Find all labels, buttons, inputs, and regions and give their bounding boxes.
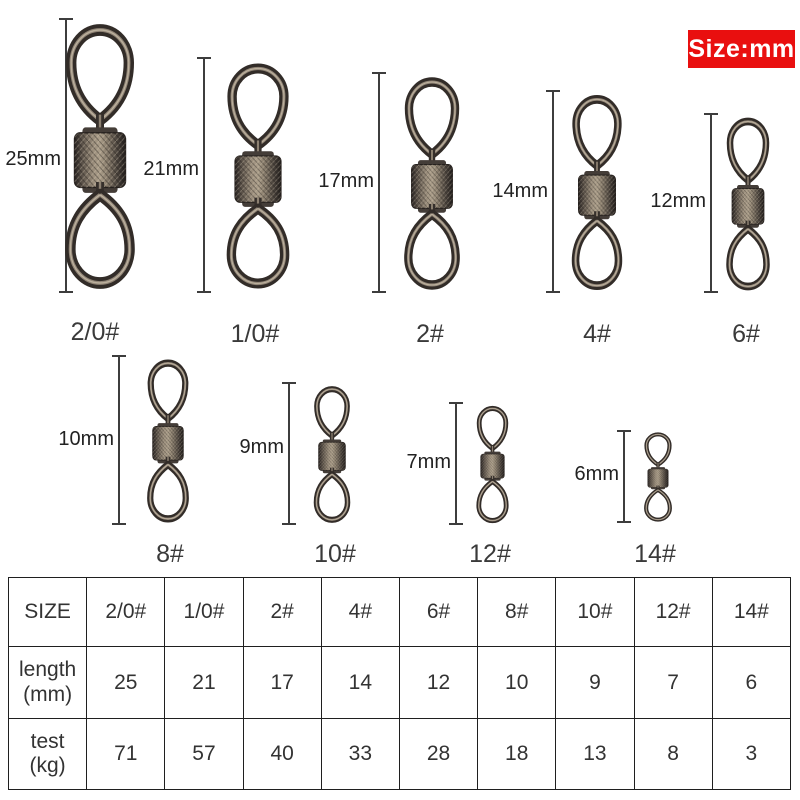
swivel-image <box>474 404 511 525</box>
swivel-name-label: 1/0# <box>230 320 280 348</box>
measurement-label: 17mm <box>318 170 374 192</box>
measurement-line <box>455 402 457 525</box>
table-cell: 9 <box>556 647 634 719</box>
table-cell: 17 <box>243 647 321 719</box>
measurement-line <box>623 430 625 523</box>
swivel-image <box>60 20 140 293</box>
swivel-name-label: 2# <box>416 320 444 348</box>
measurement-label: 12mm <box>650 190 706 212</box>
row-label-line: (kg) <box>29 754 66 777</box>
table-header-cell: 6# <box>399 578 477 647</box>
swivel-name-label: 10# <box>314 540 356 568</box>
size-unit-badge: Size:mm <box>688 30 795 68</box>
measurement-label: 25mm <box>5 148 61 170</box>
table-cell: 71 <box>87 719 165 790</box>
table-cell: 25 <box>87 647 165 719</box>
swivel-name-label: 6# <box>732 320 760 348</box>
measurement-line <box>203 57 205 293</box>
swivel-image <box>400 74 464 293</box>
measurement-label: 6mm <box>574 463 619 485</box>
measurement-label: 9mm <box>239 436 284 458</box>
table-header-cell: 2# <box>243 578 321 647</box>
table-length-row <box>9 647 791 719</box>
measurement-line <box>552 90 554 293</box>
table-header-row <box>9 578 791 647</box>
table-row-label <box>9 719 87 790</box>
size-table <box>8 577 791 790</box>
swivel-image <box>222 60 294 292</box>
measurement-line <box>288 382 290 525</box>
measurement-line <box>378 72 380 293</box>
table-header-cell: 1/0# <box>165 578 243 647</box>
swivel-name-label: 8# <box>156 540 184 568</box>
row-label-line: (mm) <box>23 682 73 706</box>
row-label-line: test <box>30 729 65 753</box>
table-header-cell: 4# <box>321 578 399 647</box>
row-label-line: length <box>18 658 77 682</box>
swivel-image <box>723 115 773 293</box>
measurement-label: 7mm <box>406 451 451 473</box>
measurement-label: 14mm <box>492 180 548 202</box>
swivel-name-label: 14# <box>634 540 676 568</box>
table-header-cell: 12# <box>634 578 712 647</box>
table-cell: 33 <box>321 719 399 790</box>
table-cell: 12 <box>399 647 477 719</box>
table-cell: 21 <box>165 647 243 719</box>
swivel-image <box>144 357 192 525</box>
table-cell: 40 <box>243 719 321 790</box>
measurement-line <box>710 113 712 293</box>
measurement-line <box>118 355 120 525</box>
table-cell: 3 <box>712 719 790 790</box>
table-row-label <box>9 647 87 719</box>
swivel-image <box>568 92 626 293</box>
table-header-cell: 10# <box>556 578 634 647</box>
table-cell: 10 <box>478 647 556 719</box>
table-header-cell: 8# <box>478 578 556 647</box>
table-header-cell: 14# <box>712 578 790 647</box>
swivel-name-label: 2/0# <box>70 318 120 346</box>
swivel-image <box>311 384 353 525</box>
table-cell: 13 <box>556 719 634 790</box>
table-cell: 28 <box>399 719 477 790</box>
table-header-cell: 2/0# <box>87 578 165 647</box>
measurement-label: 10mm <box>58 428 114 450</box>
table-cell: 57 <box>165 719 243 790</box>
swivel-image <box>642 431 674 523</box>
swivel-name-label: 4# <box>583 320 611 348</box>
measurement-label: 21mm <box>143 158 199 180</box>
table-cell: 6 <box>712 647 790 719</box>
table-cell: 14 <box>321 647 399 719</box>
table-test-row <box>9 719 791 790</box>
table-header-cell: SIZE <box>9 578 87 647</box>
table-cell: 7 <box>634 647 712 719</box>
table-cell: 8 <box>634 719 712 790</box>
swivel-name-label: 12# <box>469 540 511 568</box>
table-cell: 18 <box>478 719 556 790</box>
